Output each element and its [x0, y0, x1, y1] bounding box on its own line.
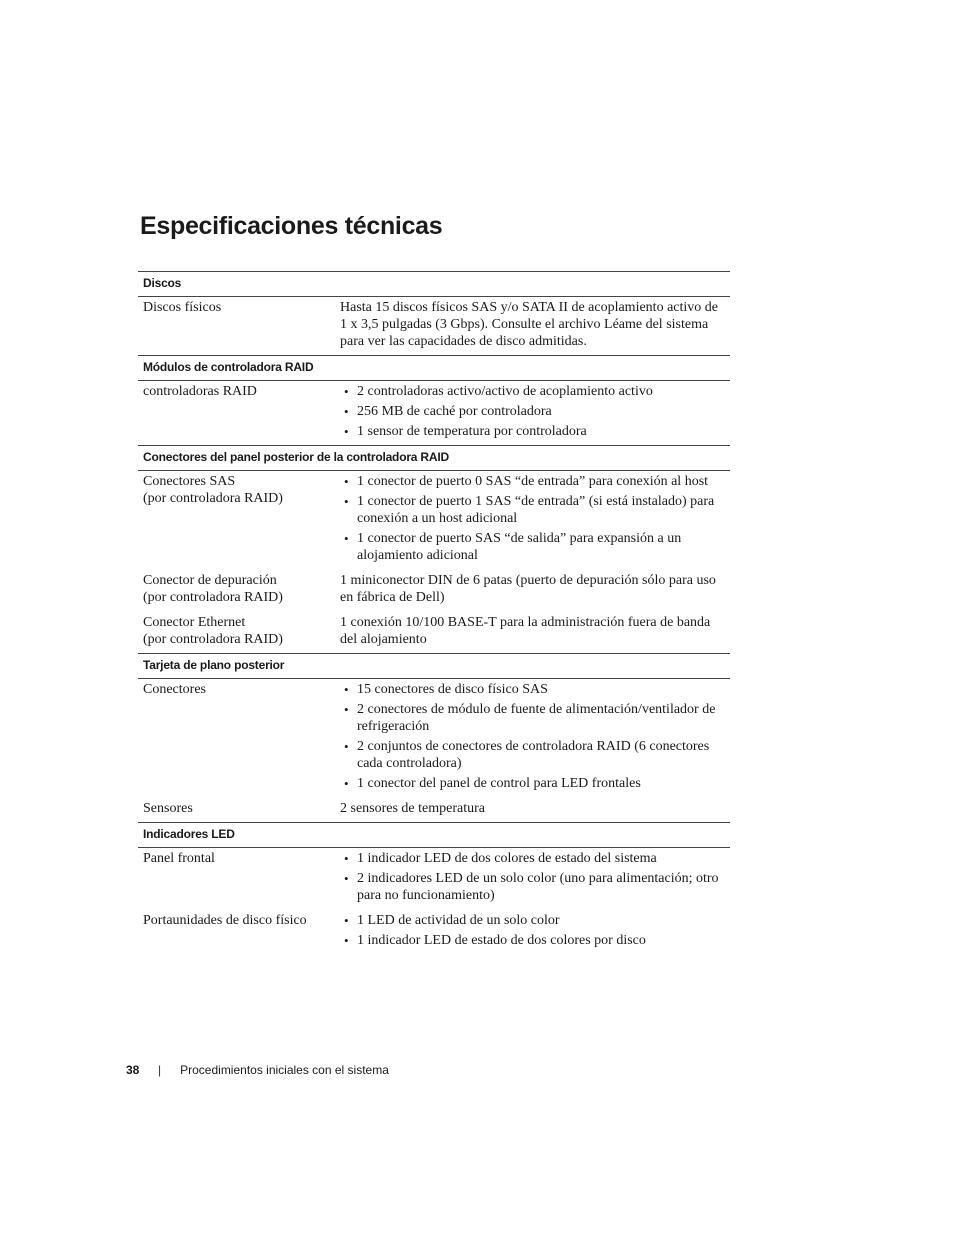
bullet-list: [340, 473, 726, 564]
section-header-conectores-panel: [138, 446, 730, 471]
spec-row-conector-ethernet: [138, 612, 730, 654]
list-item: • 256 MB de caché por controladora: [340, 403, 726, 420]
list-item: • 1 conector de puerto SAS “de salida” para expansión a un alojamiento adicional: [340, 530, 726, 564]
list-item: • 2 indicadores LED de un solo color (uno para alimentación; otro para no funcionamiento): [340, 870, 726, 904]
spec-value: [339, 848, 730, 911]
spec-table: [138, 271, 730, 955]
bullet-list: [340, 681, 726, 792]
bullet-list: [340, 383, 726, 440]
spec-row-panel-frontal: [138, 848, 730, 911]
spec-label: [138, 471, 339, 571]
spec-label: [138, 570, 339, 612]
list-item: • 1 LED de actividad de un solo color: [340, 912, 726, 929]
list-item: • 2 conjuntos de conectores de controladora RAID (6 conectores cada controladora): [340, 738, 726, 772]
section-heading: Módulos de controladora RAID: [138, 356, 730, 381]
list-item: • 1 conector de puerto 1 SAS “de entrada” (si está instalado) para conexión a un host adicional: [340, 493, 726, 527]
spec-label: Portaunidades de disco físico: [143, 913, 307, 928]
spec-row-conectores-sas: [138, 471, 730, 571]
spec-label-line: Conector de depuración: [143, 573, 277, 588]
list-item: • 1 indicador LED de estado de dos colores por disco: [340, 932, 726, 949]
spec-row-discos-fisicos: [138, 297, 730, 356]
page-title: Especificaciones técnicas: [140, 212, 443, 240]
section-heading: Indicadores LED: [138, 823, 730, 848]
spec-value: 2 sensores de temperatura: [340, 801, 485, 816]
list-item: • 2 controladoras activo/activo de acoplamiento activo: [340, 383, 726, 400]
spec-label: Conectores: [143, 682, 206, 697]
spec-value: [339, 679, 730, 799]
spec-value: 1 conexión 10/100 BASE-T para la administración fuera de banda del alojamiento: [340, 615, 711, 647]
bullet-list: [340, 912, 726, 949]
section-header-plano-posterior: [138, 654, 730, 679]
list-item: • 1 conector de puerto 0 SAS “de entrada” para conexión al host: [340, 473, 726, 490]
spec-label-line: (por controladora RAID): [143, 632, 283, 647]
spec-row-controladoras-raid: [138, 381, 730, 446]
list-item: • 15 conectores de disco físico SAS: [340, 681, 726, 698]
section-header-indicadores-led: [138, 823, 730, 848]
bullet-list: [340, 850, 726, 904]
section-heading: Discos: [138, 272, 730, 297]
footer-title: Procedimientos iniciales con el sistema: [180, 1063, 389, 1077]
spec-value: Hasta 15 discos físicos SAS y/o SATA II de acoplamiento activo de 1 x 3,5 pulgadas (3 Gbps). Consulte el archivo Léame del sistema para ver las capacidades de disco admitidas.: [340, 300, 718, 349]
footer-separator: |: [158, 1063, 162, 1077]
spec-label-line: Conector Ethernet: [143, 615, 246, 630]
list-item: • 1 conector del panel de control para LED frontales: [340, 775, 726, 792]
section-header-modulos-raid: [138, 356, 730, 381]
page-number: 38: [126, 1063, 140, 1077]
section-heading: Tarjeta de plano posterior: [138, 654, 730, 679]
page-footer: [126, 1062, 389, 1078]
spec-value: [339, 471, 730, 571]
section-heading: Conectores del panel posterior de la controladora RAID: [138, 446, 730, 471]
spec-row-conectores: [138, 679, 730, 799]
spec-label: controladoras RAID: [143, 384, 257, 399]
list-item: • 1 sensor de temperatura por controladora: [340, 423, 726, 440]
spec-row-portaunidades: [138, 910, 730, 955]
spec-row-conector-depuracion: [138, 570, 730, 612]
spec-label: Sensores: [143, 801, 193, 816]
spec-label: Discos físicos: [143, 300, 222, 315]
spec-label: [138, 612, 339, 654]
spec-label-line: Conectores SAS: [143, 474, 236, 489]
list-item: • 1 indicador LED de dos colores de estado del sistema: [340, 850, 726, 867]
spec-row-sensores: [138, 798, 730, 823]
spec-label-line: (por controladora RAID): [143, 491, 283, 506]
spec-value: [339, 381, 730, 446]
spec-value: [339, 910, 730, 955]
spec-label: Panel frontal: [143, 851, 215, 866]
list-item: • 2 conectores de módulo de fuente de alimentación/ventilador de refrigeración: [340, 701, 726, 735]
section-header-discos: [138, 272, 730, 297]
spec-value: 1 miniconector DIN de 6 patas (puerto de depuración sólo para uso en fábrica de Dell): [340, 573, 716, 605]
spec-label-line: (por controladora RAID): [143, 590, 283, 605]
